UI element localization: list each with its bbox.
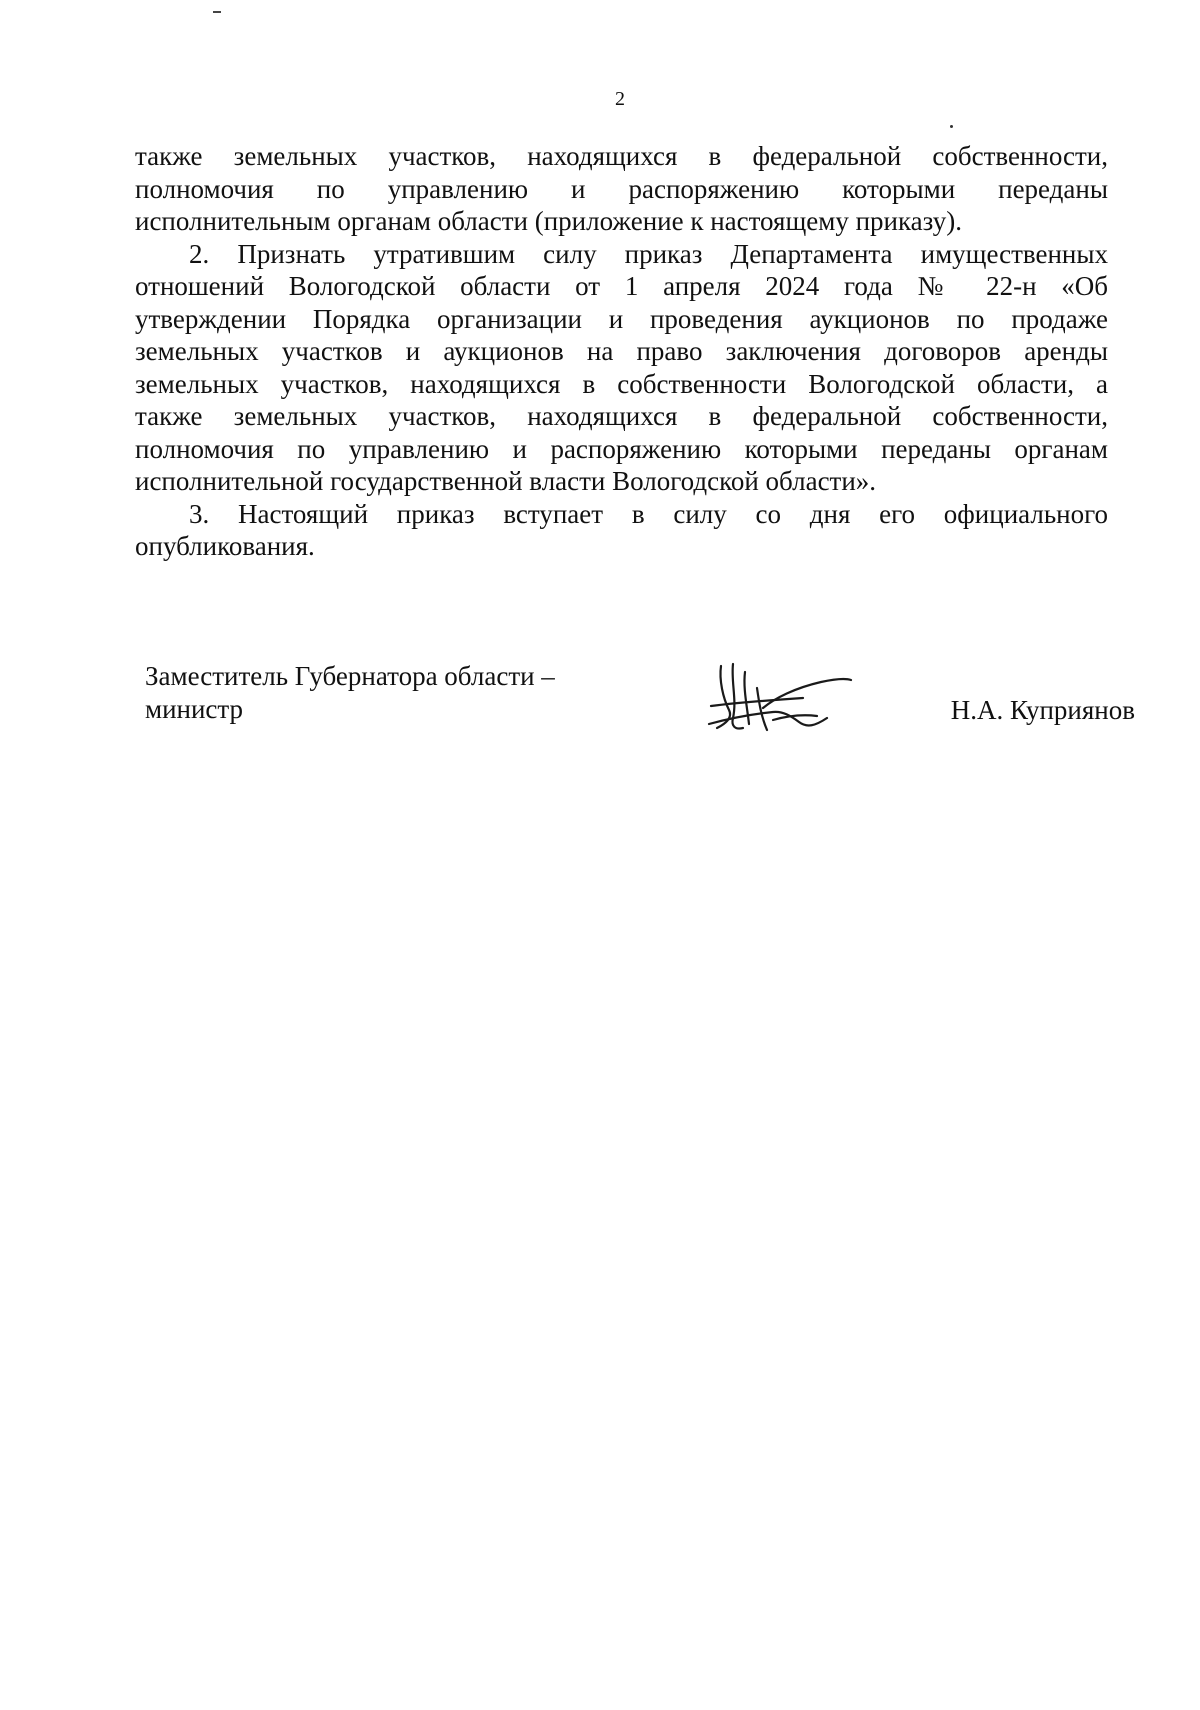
paragraph2-line: отношений Вологодской области от 1 апреля 2024 года № 22-н «Об: [135, 271, 1108, 301]
paragraph2-line: также земельных участков, находящихся в федеральной собственности,: [135, 401, 1108, 431]
paragraph2-line: земельных участков и аукционов на право заключения договоров аренды: [135, 336, 1108, 366]
signature-block: [145, 660, 1135, 750]
paragraph2-line: 2. Признать утратившим силу приказ Департамента имущественных: [189, 238, 1108, 269]
paragraph2-line: исполнительной государственной власти Вологодской области».: [135, 466, 877, 496]
paragraph2-line: полномочия по управлению и распоряжению которыми переданы органам: [135, 433, 1108, 464]
paragraph2-line: утверждении Порядка организации и проведения аукционов по продаже: [135, 303, 1108, 334]
paragraph1-line: исполнительным органам области (приложение к настоящему приказу).: [135, 206, 963, 236]
signatory-position-line2: министр: [145, 693, 244, 724]
paragraph1-line: полномочия по управлению и распоряжению которыми переданы: [135, 173, 1108, 204]
signatory-name: Н.А. Куприянов: [950, 695, 1135, 725]
handwritten-signature-icon: [703, 658, 853, 738]
page-number: 2: [615, 88, 625, 110]
paragraph2-line: земельных участков, находящихся в собственности Вологодской области, а: [135, 368, 1108, 399]
scan-artifact-dot: [950, 125, 953, 128]
paragraph3-line: 3. Настоящий приказ вступает в силу со дня его официального: [189, 498, 1108, 529]
scan-artifact-mark: [213, 11, 221, 13]
signatory-position: [145, 660, 555, 725]
signatory-position-line1: Заместитель Губернатора области –: [145, 661, 555, 691]
paragraph1-line: также земельных участков, находящихся в федеральной собственности,: [135, 141, 1108, 171]
paragraph3-line: опубликования.: [135, 531, 315, 561]
document-body: [135, 140, 1108, 563]
